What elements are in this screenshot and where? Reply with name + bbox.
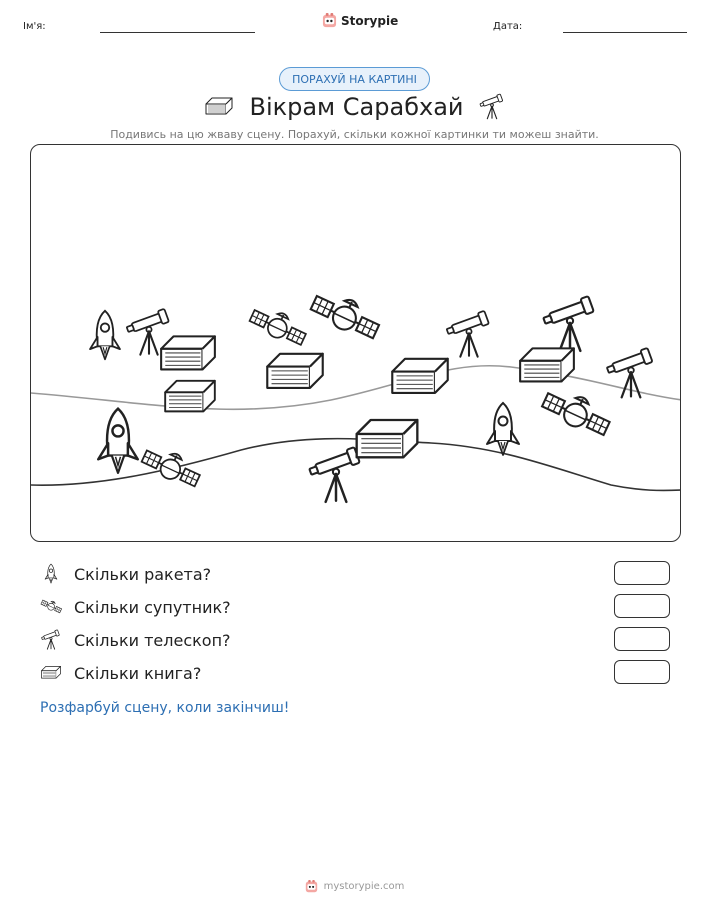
question-satellite xyxy=(40,594,670,620)
question-telescope xyxy=(40,627,670,653)
telescope-icon xyxy=(478,93,506,121)
satellite-icon xyxy=(140,442,204,490)
book-icon xyxy=(40,664,62,682)
brand-logo xyxy=(322,13,398,28)
storypie-logo-icon xyxy=(305,880,318,893)
book-icon xyxy=(165,381,215,412)
answer-box-telescope[interactable] xyxy=(614,627,670,651)
title-row xyxy=(0,93,709,121)
site-footer xyxy=(0,880,709,893)
telescope-icon xyxy=(40,629,62,651)
satellite-icon xyxy=(40,597,62,617)
book-icon xyxy=(161,336,215,369)
question-text: Скільки телескоп? xyxy=(74,630,231,650)
book-icon xyxy=(267,354,322,388)
satellite-icon xyxy=(540,383,614,439)
name-label: Ім'я: xyxy=(23,21,46,32)
book-icon xyxy=(203,96,235,118)
coloring-note: Розфарбуй сцену, коли закінчиш! xyxy=(40,700,290,716)
rocket-icon xyxy=(98,409,137,473)
question-text: Скільки ракета? xyxy=(74,564,212,584)
name-field[interactable] xyxy=(100,32,255,33)
book-icon xyxy=(392,359,447,393)
rocket-icon xyxy=(487,403,519,455)
question-text: Скільки книга? xyxy=(74,663,202,683)
rocket-icon xyxy=(42,563,60,585)
scene-drawing xyxy=(31,145,681,542)
site-url: mystorypie.com xyxy=(323,881,405,892)
satellite-icon xyxy=(309,286,384,343)
date-field[interactable] xyxy=(563,32,687,33)
answer-box-book[interactable] xyxy=(614,660,670,684)
date-label: Дата: xyxy=(493,21,523,32)
answer-box-rocket[interactable] xyxy=(614,561,670,585)
instructions: Подивись на цю жваву сцену. Порахуй, скільки кожної картинки ти можеш знайти. xyxy=(110,128,599,141)
telescope-icon xyxy=(308,447,360,502)
telescope-icon xyxy=(542,296,594,351)
question-text: Скільки супутник? xyxy=(74,597,231,617)
answer-box-satellite[interactable] xyxy=(614,594,670,618)
activity-badge: ПОРАХУЙ НА КАРТИНІ xyxy=(279,67,430,91)
rocket-icon xyxy=(90,311,120,360)
book-icon xyxy=(357,420,418,457)
page-title: Вікрам Сарабхай xyxy=(249,93,464,121)
storypie-logo-icon xyxy=(322,13,337,28)
counting-scene xyxy=(30,144,681,542)
brand-name: Storypie xyxy=(341,13,399,28)
book-icon xyxy=(520,348,574,381)
satellite-icon xyxy=(248,302,310,349)
telescope-icon xyxy=(445,311,489,357)
question-book xyxy=(40,660,670,686)
question-rocket xyxy=(40,561,670,587)
